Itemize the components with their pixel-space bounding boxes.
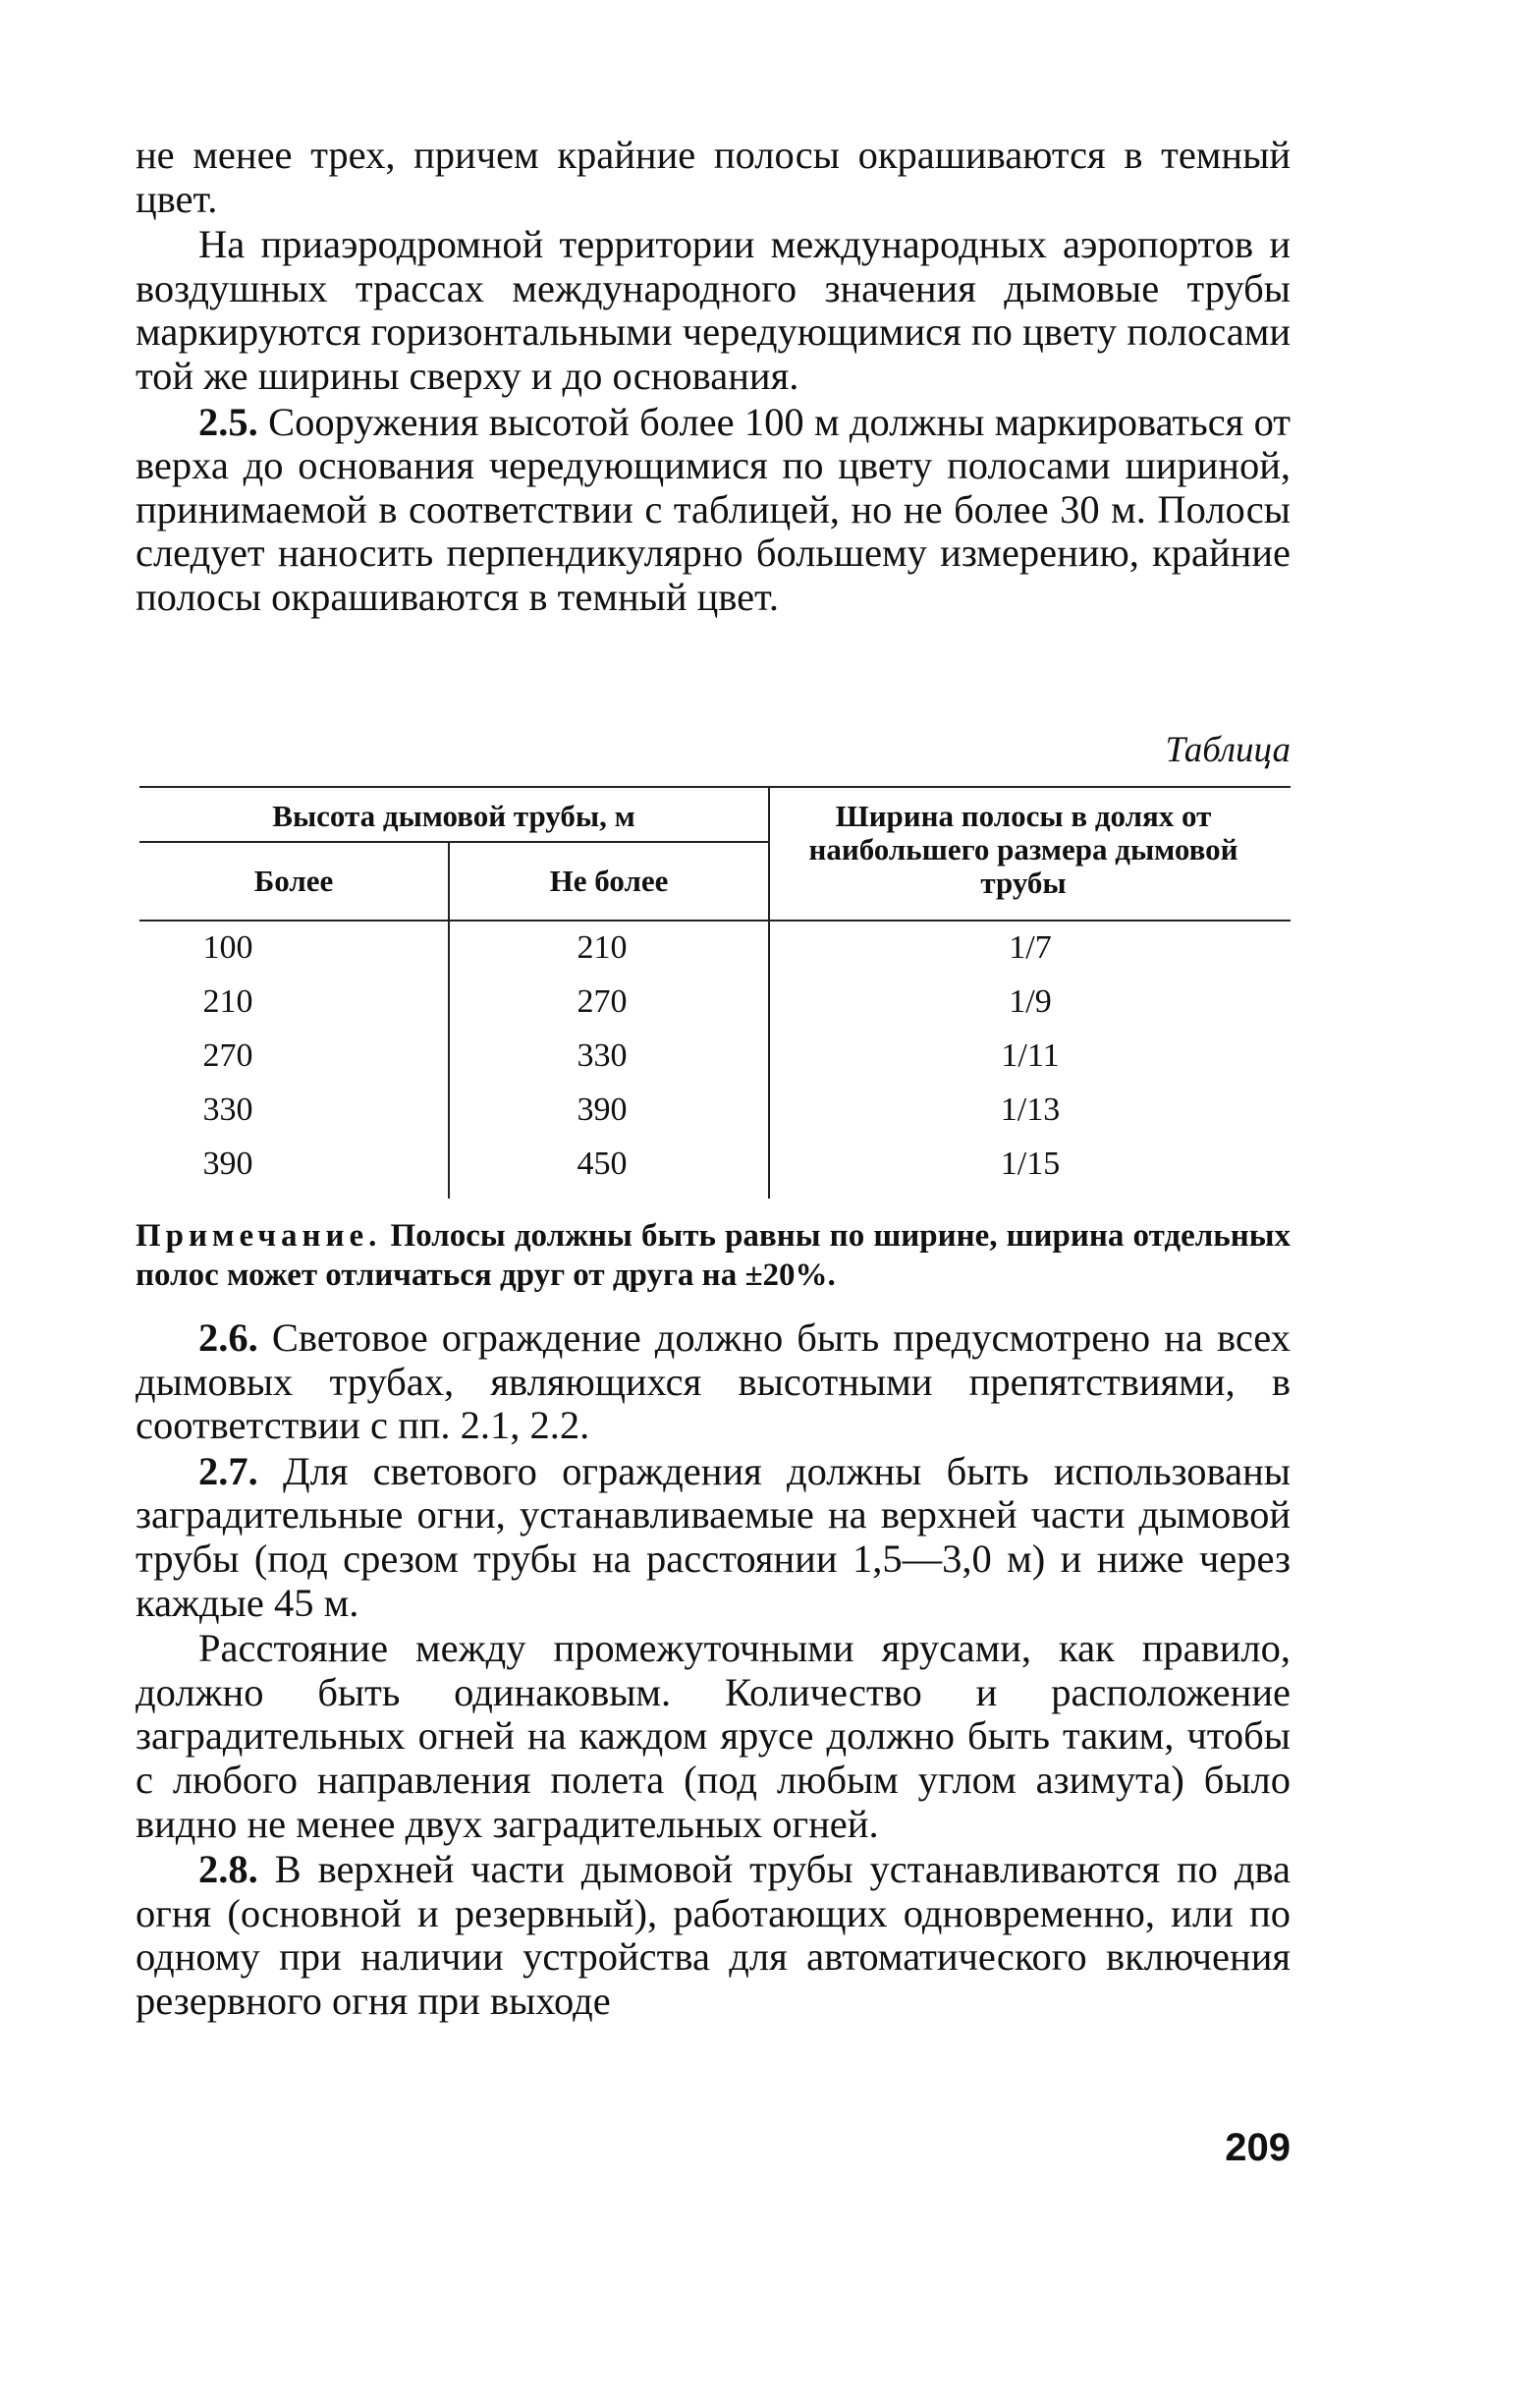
table-cell-more: 270	[202, 1037, 253, 1074]
top-text-block	[136, 134, 1291, 620]
table-cell-fraction: 1/11	[1001, 1037, 1060, 1074]
table-cell-not-more: 270	[577, 983, 628, 1020]
table-cell-more: 100	[202, 929, 253, 966]
marking-table	[139, 786, 1291, 1199]
note-text: Полосы должны быть равны по ширине, ширина отдельных полос может отличаться друг от друга на ±20%.	[136, 1218, 1291, 1293]
table-header-split-rule	[139, 841, 768, 843]
section-number-2-5: 2.5.	[198, 399, 258, 444]
paragraph-continuation: не менее трех, причем крайние полосы окрашиваются в темный цвет.	[136, 133, 1291, 221]
table-header-width-fraction: Ширина полосы в долях от наибольшего размера дымовой трубы	[808, 799, 1238, 900]
table-cell-more: 390	[202, 1146, 253, 1182]
table-cell-not-more: 450	[577, 1146, 628, 1182]
table-top-rule	[139, 786, 1291, 788]
table-cell-not-more: 330	[577, 1037, 628, 1074]
table-cell-fraction: 1/9	[1009, 983, 1052, 1020]
note-label: Примечание.	[136, 1218, 382, 1254]
paragraph-2-5-text: Сооружения высотой более 100 м должны маркироваться от верха до основания чередующимися по цвету полосами шириной, принимаемой в соответствии с таблицей, но не более 30 м. Полосы следует наносить перпендикулярно большему измерению, крайние полосы окрашиваются в темный цвет.	[136, 399, 1292, 619]
paragraph-2-8	[136, 1848, 1291, 2023]
table-cell-fraction: 1/13	[1000, 1091, 1061, 1128]
paragraph-2-6	[136, 1316, 1291, 1448]
paragraph-airport-marking: На приаэродромной территории международных аэропортов и воздушных трассах международного значения дымовые трубы маркируются горизонтальными чередующимися по цвету полосами той же ширины сверху и до основания.	[136, 222, 1291, 398]
paragraph-2-8-text: В верхней части дымовой трубы устанавливаются по два огня (основной и резервный), работающих одновременно, или по одному при наличии устройства для автоматического включения резервного огня при выходе	[136, 1847, 1291, 2023]
table-header-more: Более	[253, 864, 334, 898]
section-number-2-8: 2.8.	[198, 1847, 258, 1892]
table-cell-more: 330	[202, 1091, 253, 1128]
table-header-bottom-rule	[139, 920, 1291, 922]
table-caption: Таблица	[1165, 730, 1291, 770]
section-number-2-6: 2.6.	[198, 1315, 258, 1360]
table-cell-not-more: 210	[577, 929, 628, 966]
paragraph-2-6-text: Световое ограждение должно быть предусмотрено на всех дымовых трубах, являющихся высотными препятствиями, в соответствии с пп. 2.1, 2.2.	[136, 1315, 1291, 1448]
paragraph-tier-distance: Расстояние между промежуточными ярусами, как правило, должно быть одинаковым. Количество и расположение заградительных огней на каждом ярусе должно быть таким, чтобы с любого направления полета (под любым углом азимута) было видно не менее двух заградительных огней.	[136, 1626, 1291, 1846]
table-cell-fraction: 1/15	[1000, 1146, 1061, 1182]
paragraph-2-5	[136, 401, 1291, 620]
table-cell-fraction: 1/7	[1009, 929, 1052, 966]
page-number: 209	[1225, 2126, 1291, 2169]
bottom-text-block	[136, 1316, 1291, 2024]
table-header-not-more: Не более	[549, 864, 669, 898]
table-cell-more: 210	[202, 983, 253, 1020]
table-cell-not-more: 390	[577, 1091, 628, 1128]
paragraph-2-7	[136, 1450, 1291, 1625]
section-number-2-7: 2.7.	[198, 1448, 258, 1493]
table-header-height: Высота дымовой трубы, м	[272, 799, 635, 833]
table-note	[136, 1216, 1291, 1295]
paragraph-2-7-text: Для светового ограждения должны быть использованы заградительные огни, устанавливаемые на верхней части дымовой трубы (под срезом трубы на расстоянии 1,5—3,0 м) и ниже через каждые 45 м.	[136, 1448, 1292, 1625]
